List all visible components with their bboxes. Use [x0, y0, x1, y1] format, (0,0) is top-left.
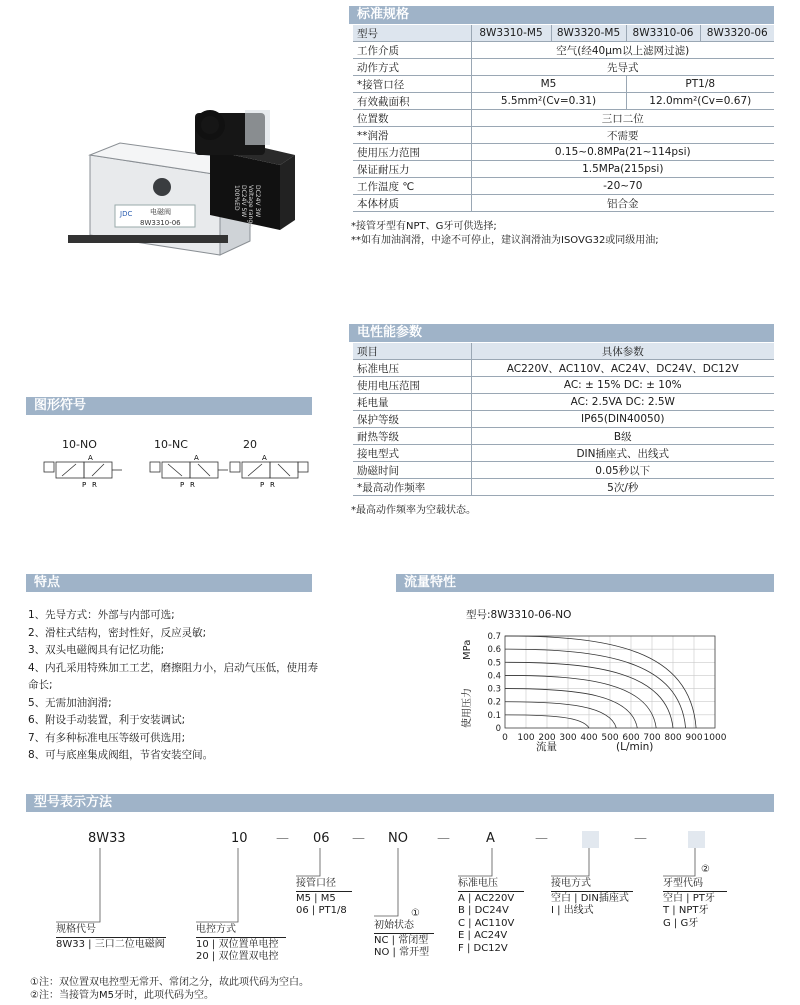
table-row: 空白 | DIN插座式: [551, 892, 629, 904]
spec-row-label: 有效截面积: [353, 93, 471, 110]
y-tick-label: 0: [495, 724, 501, 734]
dash-3: —: [437, 831, 450, 846]
x-tick-label: 1000: [703, 733, 727, 743]
table-row: [353, 178, 774, 195]
electrical-row-value: 0.05秒以下: [471, 462, 774, 479]
list-item: 1、先导方式：外部与内部可选;: [28, 609, 175, 621]
spec-row-label: 保证耐压力: [353, 161, 471, 178]
spec-model-1: 8W3310-M5: [471, 25, 551, 42]
series-table-title: 规格代号: [56, 924, 166, 938]
dash-4: —: [535, 831, 548, 846]
list-item: 2、滑柱式结构，密封性好，反应灵敏;: [28, 626, 207, 639]
electrical-row-value: DIN插座式、出线式: [471, 445, 774, 462]
x-tick-label: 200: [538, 733, 556, 743]
spec-header-row: [353, 25, 774, 42]
spec-model-4: 8W3320-06: [700, 25, 774, 42]
table-row: [353, 144, 774, 161]
flow-curve: [505, 689, 637, 728]
control-table: [196, 924, 286, 964]
table-row: [353, 110, 774, 127]
list-item: 5、无需加油润滑;: [28, 696, 112, 709]
spec-row-value-left: 5.5mm²(Cv=0.31): [471, 93, 626, 110]
features-title: 特点: [26, 574, 312, 592]
list-item: 8、可与底座集成阀组，节省安装空间。: [28, 749, 214, 761]
code-port: 06: [313, 831, 330, 846]
x-tick-label: 600: [622, 733, 640, 743]
x-tick-label: 300: [559, 733, 577, 743]
electrical-note: *最高动作频率为空载状态。: [351, 505, 476, 516]
table-row: 20 | 双位置双电控: [196, 951, 279, 962]
symbol-port-p-1: P: [82, 481, 87, 489]
electrical-table: [353, 343, 774, 496]
electrical-header-item: 项目: [353, 343, 471, 360]
electrical-row-label: 耗电量: [353, 394, 471, 411]
circle-note-2: ②: [701, 864, 710, 875]
spec-header-label: 型号: [353, 25, 471, 42]
list-item: 7、有多种标准电压等级可供选用;: [28, 731, 186, 744]
ordering-title: 型号表示方法: [26, 794, 774, 812]
electrical-header-row: [353, 343, 774, 360]
coil-label-1: DC24V 3W: [254, 185, 261, 218]
x-tick-label: 400: [580, 733, 598, 743]
wiring-table-title: 接电方式: [551, 878, 633, 892]
product-name: 电磁阀: [150, 208, 171, 216]
x-tick-label: 800: [664, 733, 682, 743]
electrical-row-label: *最高动作频率: [353, 479, 471, 496]
flow-model-label: 型号:8W3310-06-NO: [466, 609, 572, 621]
table-row: F | DC12V: [458, 942, 508, 954]
table-row: [353, 76, 774, 93]
ordering-note-2: ②注：当接管为M5牙时，此项代码为空。: [30, 990, 214, 1001]
electrical-header-param: 具体参数: [471, 343, 774, 360]
spec-row-value: 不需要: [471, 127, 774, 144]
table-row: [353, 42, 774, 59]
code-volt: A: [486, 831, 495, 846]
electrical-row-value: AC220V、AC110V、AC24V、DC24V、DC12V: [471, 360, 774, 377]
flow-xlabel: 流量: [536, 741, 557, 753]
electrical-row-label: 标准电压: [353, 360, 471, 377]
code-pos: 10: [231, 831, 248, 846]
symbol-port-r-1: R: [92, 481, 97, 489]
dash-2: —: [352, 831, 365, 846]
flow-yunit: MPa: [462, 639, 473, 660]
spec-note-2: **如有加油润滑，中途不可停止，建议润滑油为ISOVG32或同级用油;: [351, 235, 659, 246]
product-brand: JDC: [120, 210, 133, 218]
state-table-title: 初始状态: [374, 920, 434, 934]
flow-title: 流量特性: [396, 574, 774, 592]
spec-row-value: 三口二位: [471, 110, 774, 127]
electrical-row-value: AC: 2.5VA DC: 2.5W: [471, 394, 774, 411]
thread-table: [663, 878, 727, 930]
electrical-row-value: B级: [471, 428, 774, 445]
symbol-label-20: 20: [243, 438, 257, 451]
list-item: 6、附设手动装置，利于安装调试;: [28, 714, 186, 726]
symbols-title: 图形符号: [26, 397, 312, 415]
table-row: 10 | 双位置单电控: [196, 938, 279, 950]
spec-row-value-right: PT1/8: [626, 76, 774, 93]
table-row: [353, 377, 774, 394]
voltage-table: [458, 878, 524, 955]
control-table-title: 电控方式: [196, 924, 286, 938]
series-table: [56, 924, 166, 951]
spec-row-value: 先导式: [471, 59, 774, 76]
symbol-port-a-3: A: [262, 454, 267, 462]
coil-label-4: 100%ED: [233, 185, 240, 211]
y-tick-label: 0.5: [487, 658, 501, 669]
table-row: [353, 127, 774, 144]
table-row: A | AC220V: [458, 892, 515, 904]
flow-ylabel: 使用压力: [462, 688, 473, 728]
x-tick-label: 100: [517, 733, 535, 743]
series-desc: 三口二位电磁阀: [94, 938, 165, 950]
spec-row-value: 1.5MPa(215psi): [471, 161, 774, 178]
electrical-row-label: 励磁时间: [353, 462, 471, 479]
table-row: [353, 394, 774, 411]
x-tick-label: 500: [601, 733, 619, 743]
electrical-row-value: IP65(DIN40050): [471, 411, 774, 428]
wiring-table: [551, 878, 633, 918]
valve-symbols: [40, 450, 310, 490]
coil-label-2: Voltage range: [247, 185, 254, 227]
table-row: C | AC110V: [458, 917, 515, 929]
electrical-row-label: 使用电压范围: [353, 377, 471, 394]
spec-row-label: *接管口径: [353, 76, 471, 93]
spec-table: [353, 25, 774, 212]
table-row: M5 | M5: [296, 892, 336, 904]
spec-row-label: 动作方式: [353, 59, 471, 76]
table-row: 06 | PT1/8: [296, 905, 347, 916]
spec-row-value-right: 12.0mm²(Cv=0.67): [626, 93, 774, 110]
table-row: NC | 常闭型: [374, 934, 429, 946]
electrical-title: 电性能参数: [349, 324, 774, 342]
table-row: [353, 411, 774, 428]
y-tick-label: 0.3: [487, 684, 501, 695]
thread-table-title: 牙型代码: [663, 878, 727, 892]
port-table: [296, 878, 352, 918]
circle-note-1: ①: [411, 908, 420, 919]
list-item: 4、内孔采用特殊加工工艺，磨擦阻力小，启动气压低，使用寿命长;: [28, 661, 319, 691]
state-table: [374, 920, 434, 960]
x-tick-label: 700: [643, 733, 661, 743]
electrical-row-value: AC: ± 15% DC: ± 10%: [471, 377, 774, 394]
spec-row-value: -20~70: [471, 178, 774, 195]
symbol-label-10no: 10-NO: [62, 438, 97, 451]
table-row: [353, 479, 774, 496]
table-row: E | AC24V: [458, 930, 508, 941]
spec-model-3: 8W3310-06: [626, 25, 700, 42]
spec-row-label: 工作温度 ℃: [353, 178, 471, 195]
symbol-port-p-3: P: [260, 481, 265, 489]
product-model: 8W3310-06: [140, 219, 181, 227]
spec-row-label: 使用压力范围: [353, 144, 471, 161]
coil-label-3: DC24V 5W: [240, 185, 247, 218]
ordering-note-1: ①注：双位置双电控型无常开、常闭之分，故此项代码为空白。: [30, 977, 309, 988]
code-state: NO: [388, 831, 408, 846]
symbol-port-r-2: R: [190, 481, 195, 489]
spec-row-value-left: M5: [471, 76, 626, 93]
spec-row-label: 位置数: [353, 110, 471, 127]
table-row: [353, 59, 774, 76]
spec-row-label: 工作介质: [353, 42, 471, 59]
table-row: [353, 93, 774, 110]
y-tick-label: 0.2: [487, 697, 501, 708]
dash-1: —: [276, 831, 289, 846]
flow-xunit: (L/min): [616, 741, 654, 753]
table-row: NO | 常开型: [374, 947, 430, 958]
symbol-label-10nc: 10-NC: [154, 438, 188, 451]
spec-title: 标准规格: [349, 6, 774, 24]
table-row: [353, 161, 774, 178]
x-tick-label: 900: [685, 733, 703, 743]
spec-model-2: 8W3320-M5: [551, 25, 626, 42]
spec-row-value: 空气(经40μm以上滤网过滤): [471, 42, 774, 59]
y-tick-label: 0.6: [487, 645, 501, 656]
flow-chart: [450, 628, 740, 758]
table-row: [353, 445, 774, 462]
product-photo: [60, 95, 310, 265]
voltage-table-title: 标准电压: [458, 878, 524, 892]
x-tick-label: 0: [502, 733, 508, 743]
port-table-title: 接管口径: [296, 878, 352, 892]
spec-row-value: 0.15~0.8MPa(21~114psi): [471, 144, 774, 161]
symbol-port-p-2: P: [180, 481, 185, 489]
table-row: [353, 195, 774, 212]
electrical-row-label: 保护等级: [353, 411, 471, 428]
series-code: 8W33: [56, 938, 85, 950]
features-list: [28, 607, 328, 765]
table-row: 空白 | PT牙: [663, 892, 715, 904]
list-item: 3、双头电磁阀具有记忆功能;: [28, 644, 165, 656]
electrical-row-label: 接电型式: [353, 445, 471, 462]
table-row: [353, 462, 774, 479]
table-row: G | G牙: [663, 917, 699, 929]
electrical-row-value: 5次/秒: [471, 479, 774, 496]
code-base: 8W33: [88, 831, 126, 846]
symbol-port-a-1: A: [88, 454, 93, 462]
table-row: I | 出线式: [551, 905, 594, 916]
spec-row-value: 铝合金: [471, 195, 774, 212]
dash-5: —: [634, 831, 647, 846]
y-tick-label: 0.4: [487, 671, 501, 682]
table-row: [353, 428, 774, 445]
code-wiring-placeholder: [582, 831, 599, 848]
table-row: [353, 360, 774, 377]
code-thread-placeholder: [688, 831, 705, 848]
y-tick-label: 0.7: [487, 632, 501, 642]
table-row: 8W33 | 三口二位电磁阀: [56, 938, 165, 950]
spec-note-1: *接管牙型有NPT、G牙可供选择;: [351, 221, 497, 232]
spec-row-label: **润滑: [353, 127, 471, 144]
electrical-row-label: 耐热等级: [353, 428, 471, 445]
symbol-port-a-2: A: [194, 454, 199, 462]
symbol-port-r-3: R: [270, 481, 275, 489]
table-row: B | DC24V: [458, 905, 509, 916]
spec-row-label: 本体材质: [353, 195, 471, 212]
y-tick-label: 0.1: [487, 710, 501, 721]
table-row: T | NPT牙: [663, 905, 709, 916]
